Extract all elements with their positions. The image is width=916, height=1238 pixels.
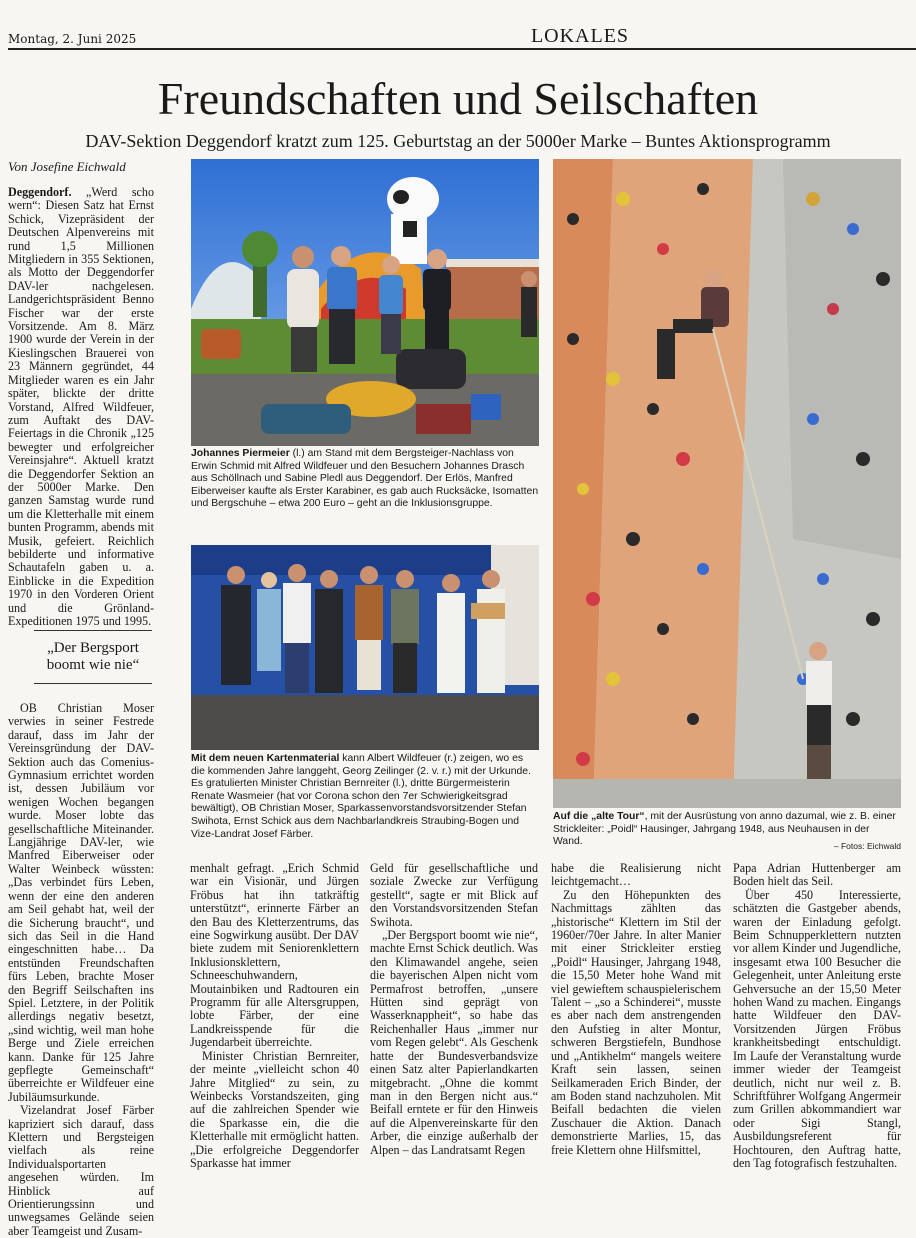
caption-bold: Auf die „alte Tour“ — [553, 811, 645, 822]
paragraph: Zu den Höhepunkten des Nachmittags zählten das „historische“ Klettern im Stil der 1960er/70er Jahre. In alter Manier mit einer Strickleiter erstieg „Poidl“ Hausinger, Jahrgang 1948, die 15,50 Meter hohe Wand mit viel gewieftem schauspielerischem Talent – „so a Schinderei“, musste es aber nach dem anstrengenden den Aufstieg in alter Montur, schweren Bergstiefeln, Bundhose und „Antikhelm“ mangels weitere Kraft sein lassen, seinen Seilkameraden Erich Binder, der am Boden stand nachzuholen. Mit Beifall bedachten die vielen Zuschauer die Aktion. Danach demonstrierte Marlies, 15, das freie Klettern ohne Hilfsmittel, — [551, 887, 721, 1157]
paragraph: „Der Bergsport boomt wie nie“, machte Ernst Schick deutlich. Was den Klimawandel angehe, seien die bayerischen Alpen nicht vom Permafrost betroffen, „unsere Hütten sind geprägt von Wasserknappheit“, so habe das Reichenhaller Haus „immer nur vom Regen gelebt“. Als Geschenk hatte der Bundesverbandsvize einen Satz alter Papierlandkarten mitgebracht. „Ohne die kommt man in den Bergen nicht aus.“ Beifall erntete er für den Hinweis auf die Alpenvereinskarte für den Arber, die einzige außerhalb der Alpen – das Landratsamt Regen — [370, 928, 538, 1157]
caption-text: kann Albert Wildfeuer (r.) zeigen, wo es die kommenden Jahre langgeht, Georg Zeilinger (2. v. r.) mit der Urkunde. Es gratulierten Minister Christian Bernreiter (l.), dritte Bürgermeisterin Renate Wasmeier (hat vor Corona schon den 7er Schwierigkeitsgrad bewältigt), OB Christian Moser, Sparkassenvorstandsvorsitzender Stefan Swihota, Ernst Schick aus dem Nachbarlandkreis Straubing-Bogen und Vize-Landrat Josef Färber. — [191, 753, 531, 840]
article-byline: Von Josefine Eichwald — [8, 159, 126, 174]
paragraph: Vizelandrat Josef Färber kapriziert sich darauf, dass Klettern und Bergsteigen vielfach als reine Individualsportarten angesehen würden. Im Hinblick auf Orientierungssinn und unwegsames Gelände seien aber Teamgeist und Zusam- — [8, 1103, 154, 1238]
photo-credit: – Fotos: Eichwald — [833, 841, 901, 852]
paragraph: OB Christian Moser verwies in seiner Festrede darauf, dass im Jahr der Vereinsgründung der DAV-Sektion auch das Comenius-Gymnasium errichtet worden ist, dessen Jubiläum vor wenigen Wochen begangen wurde. Moser lobte das gesellschaftliche Miteinander. Langjährige DAV-ler, wie Manfred Eiberweiser oder Walter Weinbeck wüssten: „Das verbindet fürs Leben, wenn der eine den anderen am Seil gehabt hat, weil der die Sicherung braucht“, und sich das Seil in die Hand eingeschnitten habe… Da entstünden Freundschaften fürs Leben, brachte Moser den Begriff Seilschaften ins Spiel. Letztere, in der Politik allerdings negativ besetzt, „sind wichtig, weil man hohe Berge und Ziele erreichen kann. Danke für 125 Jahre gepflegte Gemeinschaft“ überreichte er Wildfeuer eine Jubiläumsurkunde. — [8, 701, 154, 1104]
photo-stand-bergsteiger-nachlass — [191, 159, 539, 446]
lead-text: „Werd scho wern“: Diesen Satz hat Ernst Schick, Vizepräsident der Deutschen Alpenvereins mit rund 1,5 Millionen Mitgliedern in 355 Sektionen, als Motto der Deggendorfer DAV-ler nachgelesen. Landgerichtspräsident Benno Fischer war der erste Vorsitzende. Am 8. März 1900 wurde der Verein in der Kieslingschen Brauerei von 23 Männern gegründet, 44 Mitglieder waren es ein Jahr später, blickte der dritte Vorstand, Alfred Wildfeuer, zum Auftakt des DAV-Feiertags in die Chronik „125 bewegter und erfolgreicher Vereinsjahre“. Aktuell kratzt die Deggendorfer Sektion an der 5000er Marke. Den ganzen Samstag wurde rund um die Kletterhalle mit einem bunten Programm, abends mit Musik, gefeiert. Reichlich bebilderte und informative Schautafeln gaben u. a. Einblicke in die Expedition 1970 in den Vorderen Orient und die Grönland-Expeditionen 1975 und 1995. — [8, 185, 154, 628]
paragraph: Geld für gesellschaftliche und soziale Zwecke zur Verfügung gestellt“, sagte er mit Blick auf den Vorstandsvorsitzenden Stefan Swihota. — [370, 861, 538, 929]
paragraph: Über 450 Interessierte, schätzten die Gastgeber abends, waren der Einladung gefolgt. Beim Schnupperklettern nutzten vor allem Kinder und Jugendliche, insgesamt etwa 100 Besucher die Gelegenheit, unter Anleitung erste Gehversuche an der 15,50 Meter hohen Wand zu machen. Eingangs hatte Wildfeuer den DAV-Vorsitzenden Jürgen Fröbus krankheitsbedingt entschuldigt. Im Laufe der Veranstaltung wurde immer wieder der Teamgeist deutlich, nicht nur weil z. B. Schriftführer Wolfgang Angermeir zum Grillen abkommandiert war oder Sigi Stangl, Ausbildungsreferent für Hochtouren, den Auftrag hatte, den Tag fotografisch festzuhalten. — [733, 887, 901, 1170]
paragraph: habe die Realisierung nicht leichtgemacht… — [551, 861, 721, 889]
column-3 — [370, 862, 538, 1196]
caption-text: (l.) am Stand mit dem Bergsteiger-Nachlass von Erwin Schmid mit Alfred Wildfeuer und den Besuchern Johannes Drasch aus Schöllnach und Sabine Pledl aus Deggendorf. Der Erlös, Manfred Eiberweiser kaufte als Erster Karabiner, es gab auch Rucksäcke, Isomatten und Bergschuhe – etwa 200 Euro – geht an die Inklusionsgruppe. — [191, 448, 539, 510]
article-headline: Freundschaften und Seilschaften — [157, 73, 759, 124]
issue-date: Montag, 2. Juni 2025 — [8, 32, 137, 46]
column-2 — [190, 862, 359, 1196]
paragraph: Papa Adrian Huttenberger am Boden hielt das Seil. — [733, 861, 901, 889]
column-5 — [733, 862, 901, 1196]
caption-bold: Mit dem neuen Kartenmaterial — [191, 753, 340, 764]
lead-column — [8, 186, 154, 628]
photo-group-kartenmaterial — [191, 545, 539, 750]
article-subheadline: DAV-Sektion Deggendorf kratzt zum 125. Geburtstag an der 5000er Marke – Buntes Aktionsprogramm — [85, 131, 831, 151]
caption-bold: Johannes Piermeier — [191, 448, 290, 459]
caption-text: , mit der Ausrüstung von anno dazumal, wie z. B. einer Strickleiter: „Poidl“ Hausinger, Jahrgang 1948, aus Neuhausen in der Wand. — [553, 811, 896, 848]
pull-quote: „Der Bergsport boomt wie nie“ — [34, 630, 152, 684]
photo-climbing-wall — [553, 159, 901, 808]
section-title: LOKALES — [530, 25, 630, 47]
photo-wall-caption — [553, 811, 901, 853]
column-1-continued — [8, 701, 154, 1238]
photo-stand-caption — [191, 448, 539, 511]
photo-group-caption — [191, 753, 539, 841]
column-4 — [551, 862, 721, 1196]
lead-paragraph — [8, 186, 154, 628]
belayer — [806, 642, 832, 781]
paragraph: Minister Christian Bernreiter, der meinte „vielleicht schon 40 Jahre Mitglied“ zu sein, zu Weinbecks Vorstandszeiten, ging auf die zahlreichen Spender wie die Sparkasse ein, die die Kletterhalle mit ermöglicht hatten. „Die erfolgreiche Deggendorfer Sparkasse hat immer — [190, 1048, 359, 1170]
paragraph: menhalt gefragt. „Erich Schmid war ein Visionär, und Jürgen Fröbus hat ihn tatkräftig unterstützt“, erinnerte Färber an den Bau des Kletterzentrums, das eine Sogwirkung ausübt. Der DAV biete zudem mit Seniorenklettern Inklusionsklettern, Schneeschuhwandern, Moutainbiken und Radtouren ein Programm für alle Altersgruppen, lobte Färber, der eine Landkreisspende für die Jugendarbeit überreichte. — [190, 861, 359, 1050]
header-rule — [8, 48, 916, 50]
dateline: Deggendorf. — [8, 185, 72, 199]
